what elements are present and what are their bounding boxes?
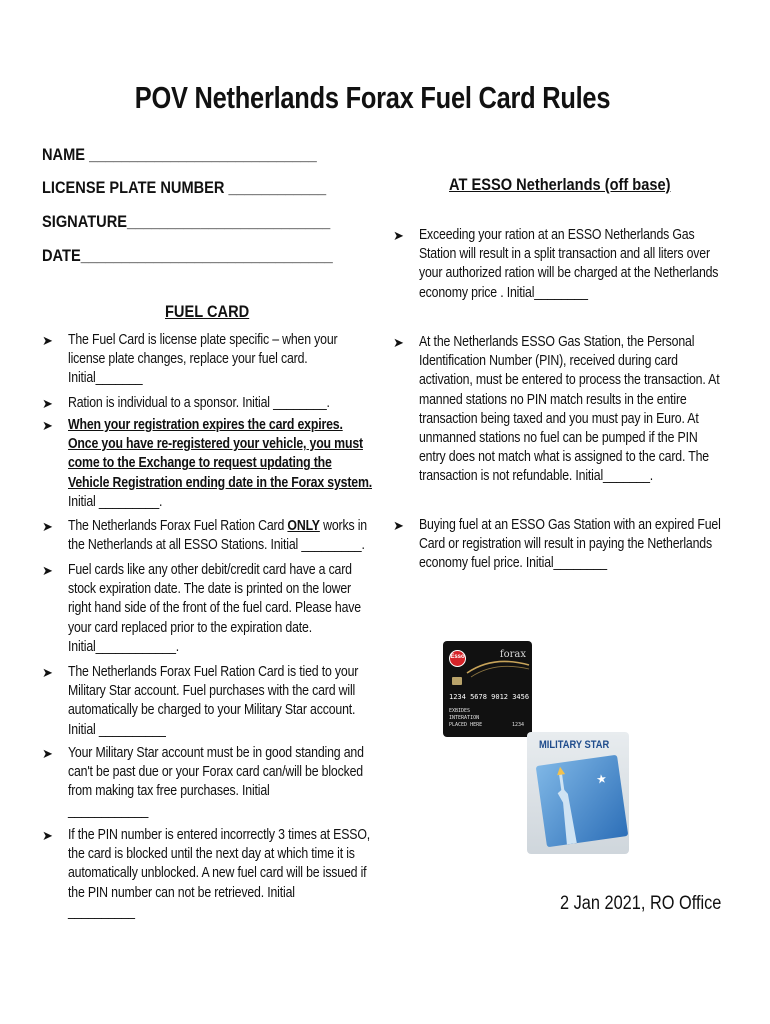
rule-line: If the PIN number is entered incorrectly 3 times at ESSO,	[68, 827, 370, 843]
rule-line: come to the Exchange to request updating the	[68, 455, 332, 472]
rule-line: automatically unblocked. A new fuel card will be issued if	[68, 865, 367, 882]
rule-line: Ration is individual to a sponsor. Initial ________.	[68, 395, 330, 411]
arrow-bullet-icon: ➤	[42, 828, 53, 843]
rule-line: right hand side of the front of the fuel card. Please have	[68, 600, 361, 617]
date-field: DATE_______________________________	[42, 246, 333, 265]
arrow-bullet-icon: ➤	[42, 333, 53, 348]
svg-text:★: ★	[595, 771, 608, 787]
esso-rule-3	[393, 516, 770, 574]
rule-line: entry does not match what is assigned to the card. The	[419, 449, 709, 466]
card-code: 1234	[511, 722, 524, 728]
rule-line: the PIN number can not be retrieved. Initial	[68, 884, 295, 901]
fuel-card-rule-5	[42, 561, 413, 657]
rule-line: The Netherlands Forax Fuel Ration Card is tied to your	[68, 664, 359, 680]
esso-rule-1	[393, 226, 770, 303]
rule-line: Once you have re-registered your vehicle, you must	[68, 436, 363, 453]
statue-of-liberty-icon	[536, 755, 629, 848]
rule-line: Initial __________	[68, 721, 166, 738]
rule-line: The Fuel Card is license plate specific – when your	[68, 332, 338, 348]
license-plate-field: LICENSE PLATE NUMBER ____________	[42, 178, 327, 197]
arrow-bullet-icon: ➤	[393, 335, 404, 350]
rule-line: the card is blocked until the next day at which time it is	[68, 846, 355, 863]
document-title: POV Netherlands Forax Fuel Card Rules	[134, 80, 611, 115]
rule-line: ____________	[68, 802, 149, 819]
rule-line: Station will result in a split transaction and all liters over	[419, 246, 710, 263]
card-number: 1234 5678 9012 3456	[449, 693, 530, 701]
rule-line: automatically be charged to your Military Star account.	[68, 702, 356, 719]
rule-line	[68, 517, 367, 536]
rule-line: __________	[68, 903, 135, 920]
military-star-card-image	[527, 732, 629, 854]
rule-line: your card replaced prior to the expiration date.	[68, 619, 312, 636]
rule-line: Military Star account. Fuel purchases with the card will	[68, 683, 356, 700]
star-card-body	[536, 755, 629, 848]
name-field: NAME ____________________________	[42, 145, 317, 164]
rule-line: transaction is not refundable. Initial_______.	[419, 468, 654, 485]
card-text-line-2: INTERATION	[449, 715, 480, 721]
esso-logo-text: Esso	[450, 654, 465, 660]
rule-line: Initial _________.	[68, 493, 163, 510]
fuel-card-rule-2	[42, 394, 376, 413]
rule-line: Initial____________.	[68, 638, 180, 655]
esso-rule-2	[393, 333, 770, 487]
arrow-bullet-icon: ➤	[393, 228, 404, 243]
rule-emphasis: ONLY	[287, 518, 320, 534]
signature-field: SIGNATURE_________________________	[42, 212, 331, 231]
rule-line: economy fuel price. Initial________	[419, 555, 607, 572]
rule-line: Buying fuel at an ESSO Gas Station with an expired Fuel	[419, 517, 721, 533]
rule-line: from making tax free purchases. Initial	[68, 783, 270, 800]
rule-line: unmanned stations no fuel can be pumped if the PIN	[419, 430, 698, 447]
fuel-card-rule-3	[42, 416, 426, 512]
rule-text: The Netherlands Forax Fuel Ration Card	[68, 518, 288, 534]
arrow-bullet-icon: ➤	[42, 665, 53, 680]
fuel-card-rule-8	[42, 826, 423, 922]
footer-date: 2 Jan 2021, RO Office	[560, 893, 722, 914]
rule-line: transaction being taxed and you must pay in Euro. At	[419, 410, 699, 427]
arrow-bullet-icon: ➤	[42, 519, 53, 534]
arrow-bullet-icon: ➤	[42, 746, 53, 761]
rule-line: stock expiration date. The date is printed on the lower	[68, 581, 351, 598]
rule-line: economy price . Initial________	[419, 284, 588, 301]
card-chip-icon	[452, 677, 462, 685]
rule-line: can't be past due or your Forax card can/will be blocked	[68, 764, 363, 781]
fuel-card-rule-7	[42, 744, 416, 821]
rule-line: Fuel cards like any other debit/credit card have a card	[68, 562, 352, 578]
rule-line: At the Netherlands ESSO Gas Station, the Personal	[419, 334, 695, 350]
rule-line: the Netherlands at all ESSO Stations. Initial _________.	[68, 537, 365, 554]
esso-heading: AT ESSO Netherlands (off base)	[449, 175, 671, 194]
fuel-card-rule-4	[42, 517, 420, 555]
rule-line: Your Military Star account must be in good standing and	[68, 745, 364, 761]
rule-line: Identification Number (PIN), received during card	[419, 353, 678, 370]
rule-line: Card or registration will result in paying the Netherlands	[419, 536, 712, 553]
forax-fuel-card-image	[443, 641, 532, 737]
rule-line: Exceeding your ration at an ESSO Netherlands Gas	[419, 227, 695, 243]
forax-brand: forax	[499, 649, 526, 660]
rule-line: activation, must be entered to process the transaction. At	[419, 372, 720, 389]
arrow-bullet-icon: ➤	[42, 418, 53, 433]
rule-line: your authorized ration will be charged at the Netherlands	[419, 265, 719, 282]
rule-text: works in	[319, 518, 367, 534]
fuel-card-heading: FUEL CARD	[165, 302, 250, 321]
rule-line: Vehicle Registration ending date in the Forax system.	[68, 474, 372, 491]
arrow-bullet-icon: ➤	[42, 563, 53, 578]
arrow-bullet-icon: ➤	[393, 518, 404, 533]
fuel-card-rule-1	[42, 331, 385, 389]
rule-line: manned stations no PIN match results in the entire	[419, 391, 687, 408]
rule-line: license plate changes, replace your fuel card.	[68, 351, 308, 368]
rule-line: When your registration expires the card expires.	[68, 417, 343, 433]
card-text-line-1: EXBIDES	[449, 708, 471, 714]
fuel-card-rule-6	[42, 663, 409, 740]
military-star-banner: MILITARY STAR	[539, 739, 610, 751]
card-text-line-3: PLACED HERE	[449, 722, 483, 728]
rule-line: Initial_______	[68, 370, 143, 387]
arrow-bullet-icon: ➤	[42, 396, 53, 411]
